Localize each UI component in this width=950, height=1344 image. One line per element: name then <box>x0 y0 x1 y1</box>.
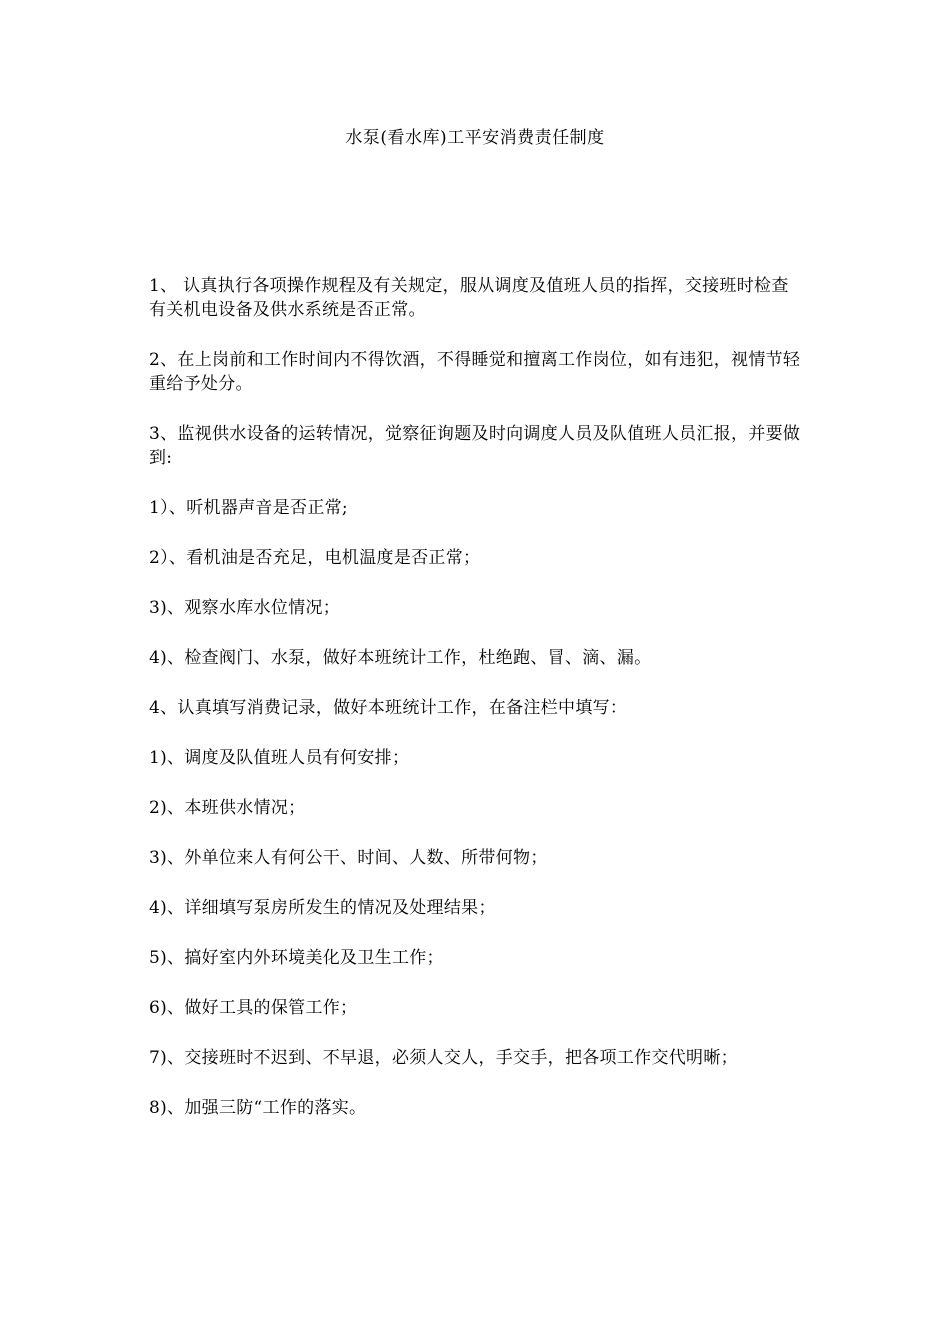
sub-item-water-level: 3)、观察水库水位情况； <box>149 598 341 618</box>
sub-item-incidents: 4)、详细填写泵房所发生的情况及处理结果； <box>149 898 496 918</box>
paragraph-item-1: 1、 认真执行各项操作规程及有关规定，服从调度及值班人员的指挥，交接班时检查有关机电设备及供水系统是否正常。 <box>149 276 789 320</box>
sub-item-valves: 4)、检查阀门、水泵，做好本班统计工作，杜绝跑、冒、滴、漏。 <box>149 648 652 668</box>
document-body <box>149 274 804 1146</box>
sub-item-visitors: 3)、外单位来人有何公干、时间、人数、所带何物； <box>149 848 548 868</box>
sub-item-handover: 7)、交接班时不迟到、不早退，必须人交人，手交手，把各项工作交代明晰； <box>149 1048 738 1068</box>
sub-item-environment: 5)、搞好室内外环境美化及卫生工作； <box>149 948 444 968</box>
sub-item-arrangements: 1)、调度及队值班人员有何安排； <box>149 748 410 768</box>
paragraph-item-3: 3、监视供水设备的运转情况，觉察征询题及时向调度人员及队值班人员汇报，并要做到: <box>149 424 801 468</box>
paragraph-item-2: 2、在上岗前和工作时间内不得饮酒，不得睡觉和擅离工作岗位，如有违犯，视情节轻重给予处分。 <box>149 350 801 394</box>
sub-item-three-prevention: 8)、加强三防“工作的落实。 <box>149 1098 367 1118</box>
sub-item-water-supply: 2)、本班供水情况； <box>149 798 306 818</box>
document-title: 水泵(看水库)工平安消费责任制度 <box>345 128 605 148</box>
sub-item-oil: 2）、看机油是否充足，电机温度是否正常； <box>149 548 481 568</box>
paragraph-item-4: 4、认真填写消费记录，做好本班统计工作，在备注栏中填写： <box>149 698 628 718</box>
sub-item-listen: 1）、听机器声音是否正常; <box>149 498 348 518</box>
sub-item-tools: 6)、做好工具的保管工作； <box>149 998 358 1018</box>
